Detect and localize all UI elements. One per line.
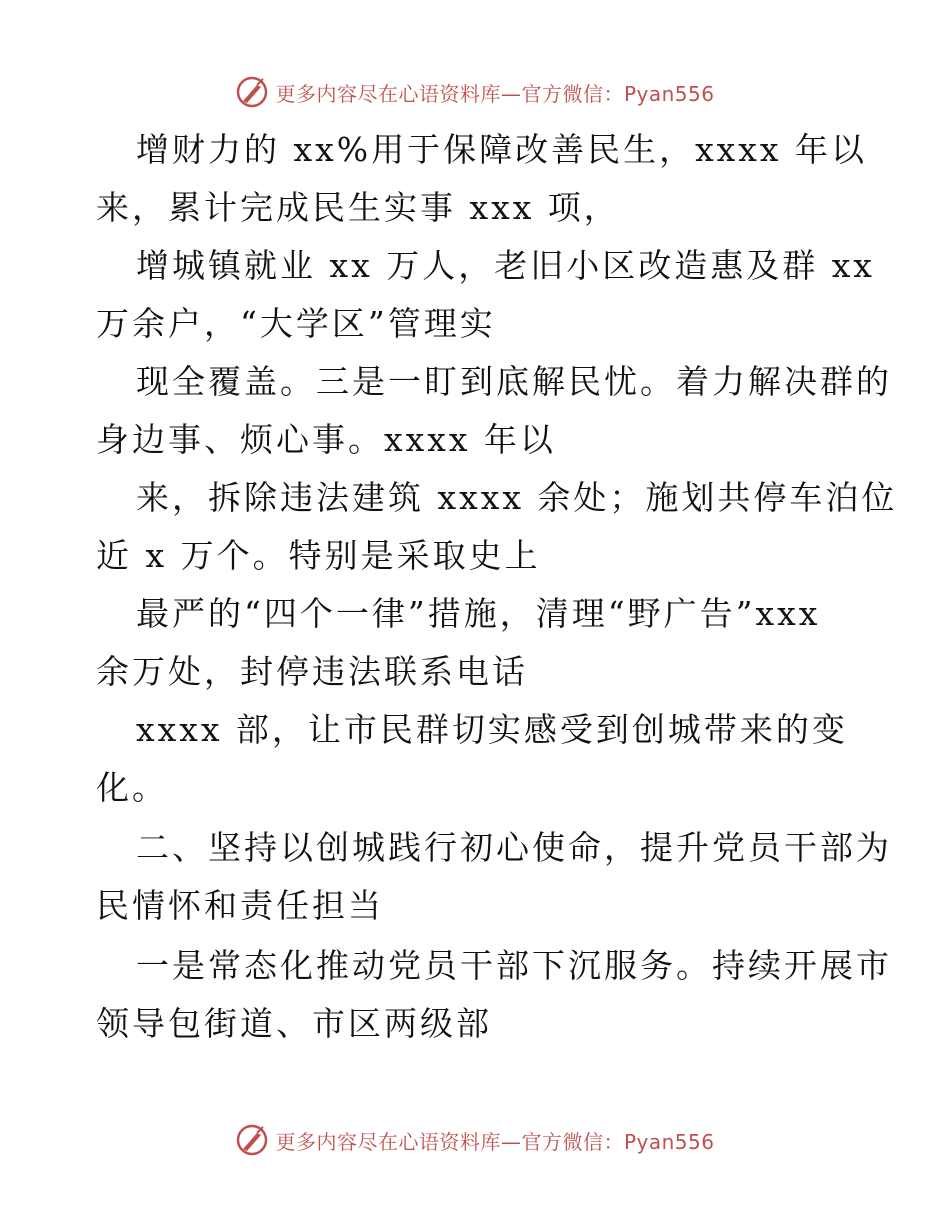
body-line: xxxx 部，让市民群切实感受到创城带来的变	[136, 710, 848, 749]
body-line: 来，拆除违法建筑 xxxx 余处；施划共停车泊位	[136, 478, 898, 517]
section-heading: 二、坚持以创城践行初心使命，提升党员干部为	[136, 828, 892, 867]
body-line: 现全覆盖。三是一盯到底解民忧。着力解决群的	[136, 362, 892, 401]
watermark-text: 更多内容尽在心语资料库—官方微信：Pyan556	[275, 1129, 715, 1154]
body-line: 增财力的 xx%用于保障改善民生，xxxx 年以	[136, 130, 868, 169]
footer-watermark	[0, 1120, 950, 1160]
quill-pen-logo-icon	[235, 75, 269, 109]
body-line: 来，累计完成民生实事 xxx 项，	[96, 188, 620, 227]
body-line: 最严的“四个一律”措施，清理“野广告”xxx	[136, 594, 821, 633]
body-line: 近 x 万个。特别是采取史上	[96, 536, 541, 575]
header-watermark	[0, 72, 950, 112]
body-line: 化。	[96, 768, 168, 807]
quill-pen-logo-icon	[235, 1123, 269, 1157]
section-heading: 民情怀和责任担当	[96, 886, 384, 925]
body-line: 万余户，“大学区”管理实	[96, 304, 496, 343]
watermark-text: 更多内容尽在心语资料库—官方微信：Pyan556	[275, 81, 715, 106]
body-line: 增城镇就业 xx 万人，老旧小区改造惠及群 xx	[136, 246, 875, 285]
body-line: 领导包街道、市区两级部	[96, 1004, 492, 1043]
body-line: 余万处，封停违法联系电话	[96, 652, 528, 691]
body-line: 身边事、烦心事。xxxx 年以	[96, 420, 556, 459]
body-line: 一是常态化推动党员干部下沉服务。持续开展市	[136, 946, 892, 985]
